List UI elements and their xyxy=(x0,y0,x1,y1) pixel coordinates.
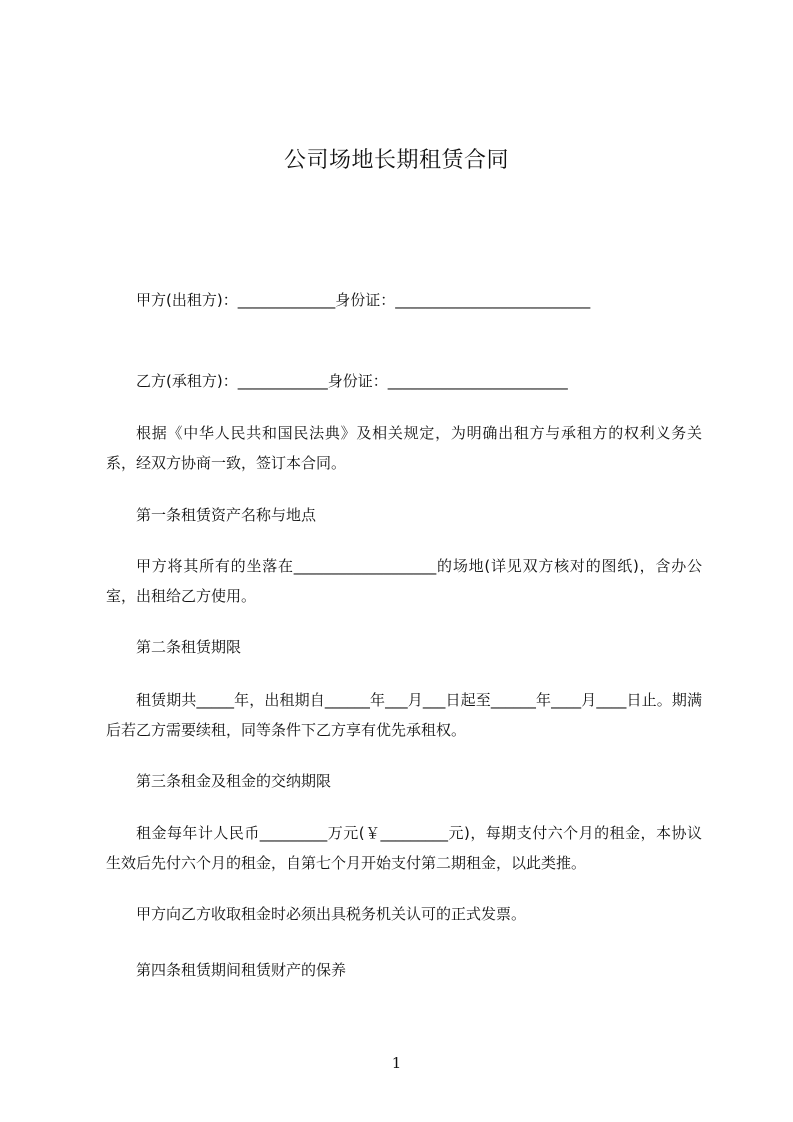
article-3-text: 租金每年计人民币_________万元(￥_________元)，每期支付六个月的租金，本协议生效后先付六个月的租金，自第七个月开始支付第二期租金，以此类推。 xyxy=(106,824,702,872)
article-3-heading: 第三条租金及租金的交纳期限 xyxy=(136,772,332,790)
article-2-heading: 第二条租赁期限 xyxy=(136,638,242,656)
article-1-text: 甲方将其所有的坐落在___________________的场地(详见双方核对的图纸)，含办公室，出租给乙方使用。 xyxy=(106,557,702,605)
party-b-line: 乙方(承租方)：____________身份证：________________________ xyxy=(136,372,568,390)
article-1-heading: 第一条租赁资产名称与地点 xyxy=(136,506,317,524)
article-4-heading: 第四条租赁期间租赁财产的保养 xyxy=(136,961,347,979)
invoice-requirement: 甲方向乙方收取租金时必须出具税务机关认可的正式发票。 xyxy=(136,905,527,923)
page-number: 1 xyxy=(391,1054,402,1072)
article-2-text: 租赁期共_____年，出租期自______年___月___日起至______年____月____日止。期满后若乙方需要续租，同等条件下乙方享有优先承租权。 xyxy=(106,691,702,739)
party-a-line: 甲方(出租方)：_____________身份证：__________________________ xyxy=(136,291,591,309)
intro-paragraph: 根据《中华人民共和国民法典》及相关规定，为明确出租方与承租方的权利义务关系，经双方协商一致，签订本合同。 xyxy=(106,424,702,472)
document-title: 公司场地长期租赁合同 xyxy=(283,148,509,173)
